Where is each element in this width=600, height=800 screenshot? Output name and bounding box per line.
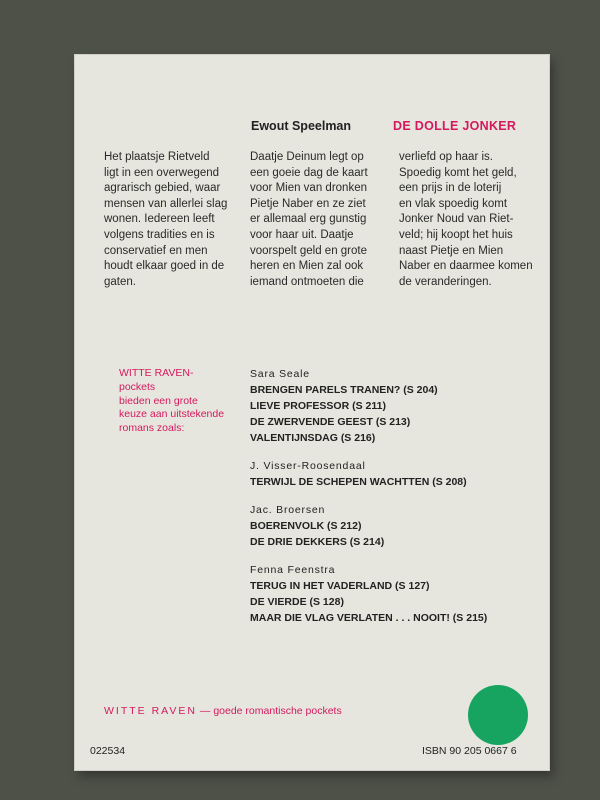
catalog-author-name: Jac. Broersen (250, 504, 326, 516)
catalog-book-title: BRENGEN PARELS TRANEN? (S 204) (250, 384, 438, 396)
catalog-book-title: TERWIJL DE SCHEPEN WACHTTEN (S 208) (250, 476, 467, 488)
catalog-author-block (250, 503, 540, 550)
catalog-author-name: Fenna Feenstra (250, 564, 336, 576)
catalog-book-title: MAAR DIE VLAG VERLATEN . . . NOOIT! (S 215) (250, 612, 488, 624)
catalog-author-name: Sara Seale (250, 368, 310, 380)
header-title: DE DOLLE JONKER (393, 119, 517, 133)
catalog-author-name: J. Visser-Roosendaal (250, 460, 366, 472)
catalog-book-title: TERUG IN HET VADERLAND (S 127) (250, 580, 430, 592)
promo-text: WITTE RAVEN-pockets bieden een grote keuze aan uitstekende romans zoals: (119, 367, 225, 435)
isbn: ISBN 90 205 0667 6 (422, 745, 517, 757)
catalog-book-title: DE ZWERVENDE GEEST (S 213) (250, 416, 411, 428)
footer-brand: WITTE RAVEN (104, 705, 197, 717)
blurb-column-1: Het plaatsje Rietveld ligt in een overwegend agrarisch gebied, waar mensen van allerlei slag wonen. Iedereen leeft volgens tradities en is conservatief en men houdt elkaar goed in de gaten. (104, 151, 228, 288)
catalog-book-title: VALENTIJNSDAG (S 216) (250, 432, 376, 444)
catalog-author-block (250, 459, 540, 490)
green-price-sticker (468, 685, 528, 745)
blurb-column-3: verliefd op haar is. Spoedig komt het geld, een prijs in de loterij en vlak spoedig komt Jonker Noud van Riet- veld; hij koopt het huis naast Pietje en Mien Naber en daarmee komen de veranderingen. (399, 151, 533, 288)
blurb-column-2: Daatje Deinum legt op een goeie dag de kaart voor Mien van dronken Pietje Naber en ze ziet er allemaal erg gunstig voor haar uit. Daatje voorspelt geld en grote heren en Mien zal ook iemand ontmoeten die (250, 151, 368, 288)
footer-brand-line (104, 705, 342, 717)
book-back-cover (75, 55, 549, 770)
header-author: Ewout Speelman (251, 119, 352, 133)
catalog-book-title: LIEVE PROFESSOR (S 211) (250, 400, 386, 412)
catalog-book-title: DE VIERDE (S 128) (250, 596, 344, 608)
catalog-author-block (250, 563, 540, 626)
catalog-book-title: DE DRIE DEKKERS (S 214) (250, 536, 385, 548)
catalog-list (250, 367, 540, 639)
product-code: 022534 (90, 745, 126, 757)
catalog-author-block (250, 367, 540, 446)
catalog-book-title: BOERENVOLK (S 212) (250, 520, 362, 532)
footer-tagline: — goede romantische pockets (196, 705, 342, 717)
